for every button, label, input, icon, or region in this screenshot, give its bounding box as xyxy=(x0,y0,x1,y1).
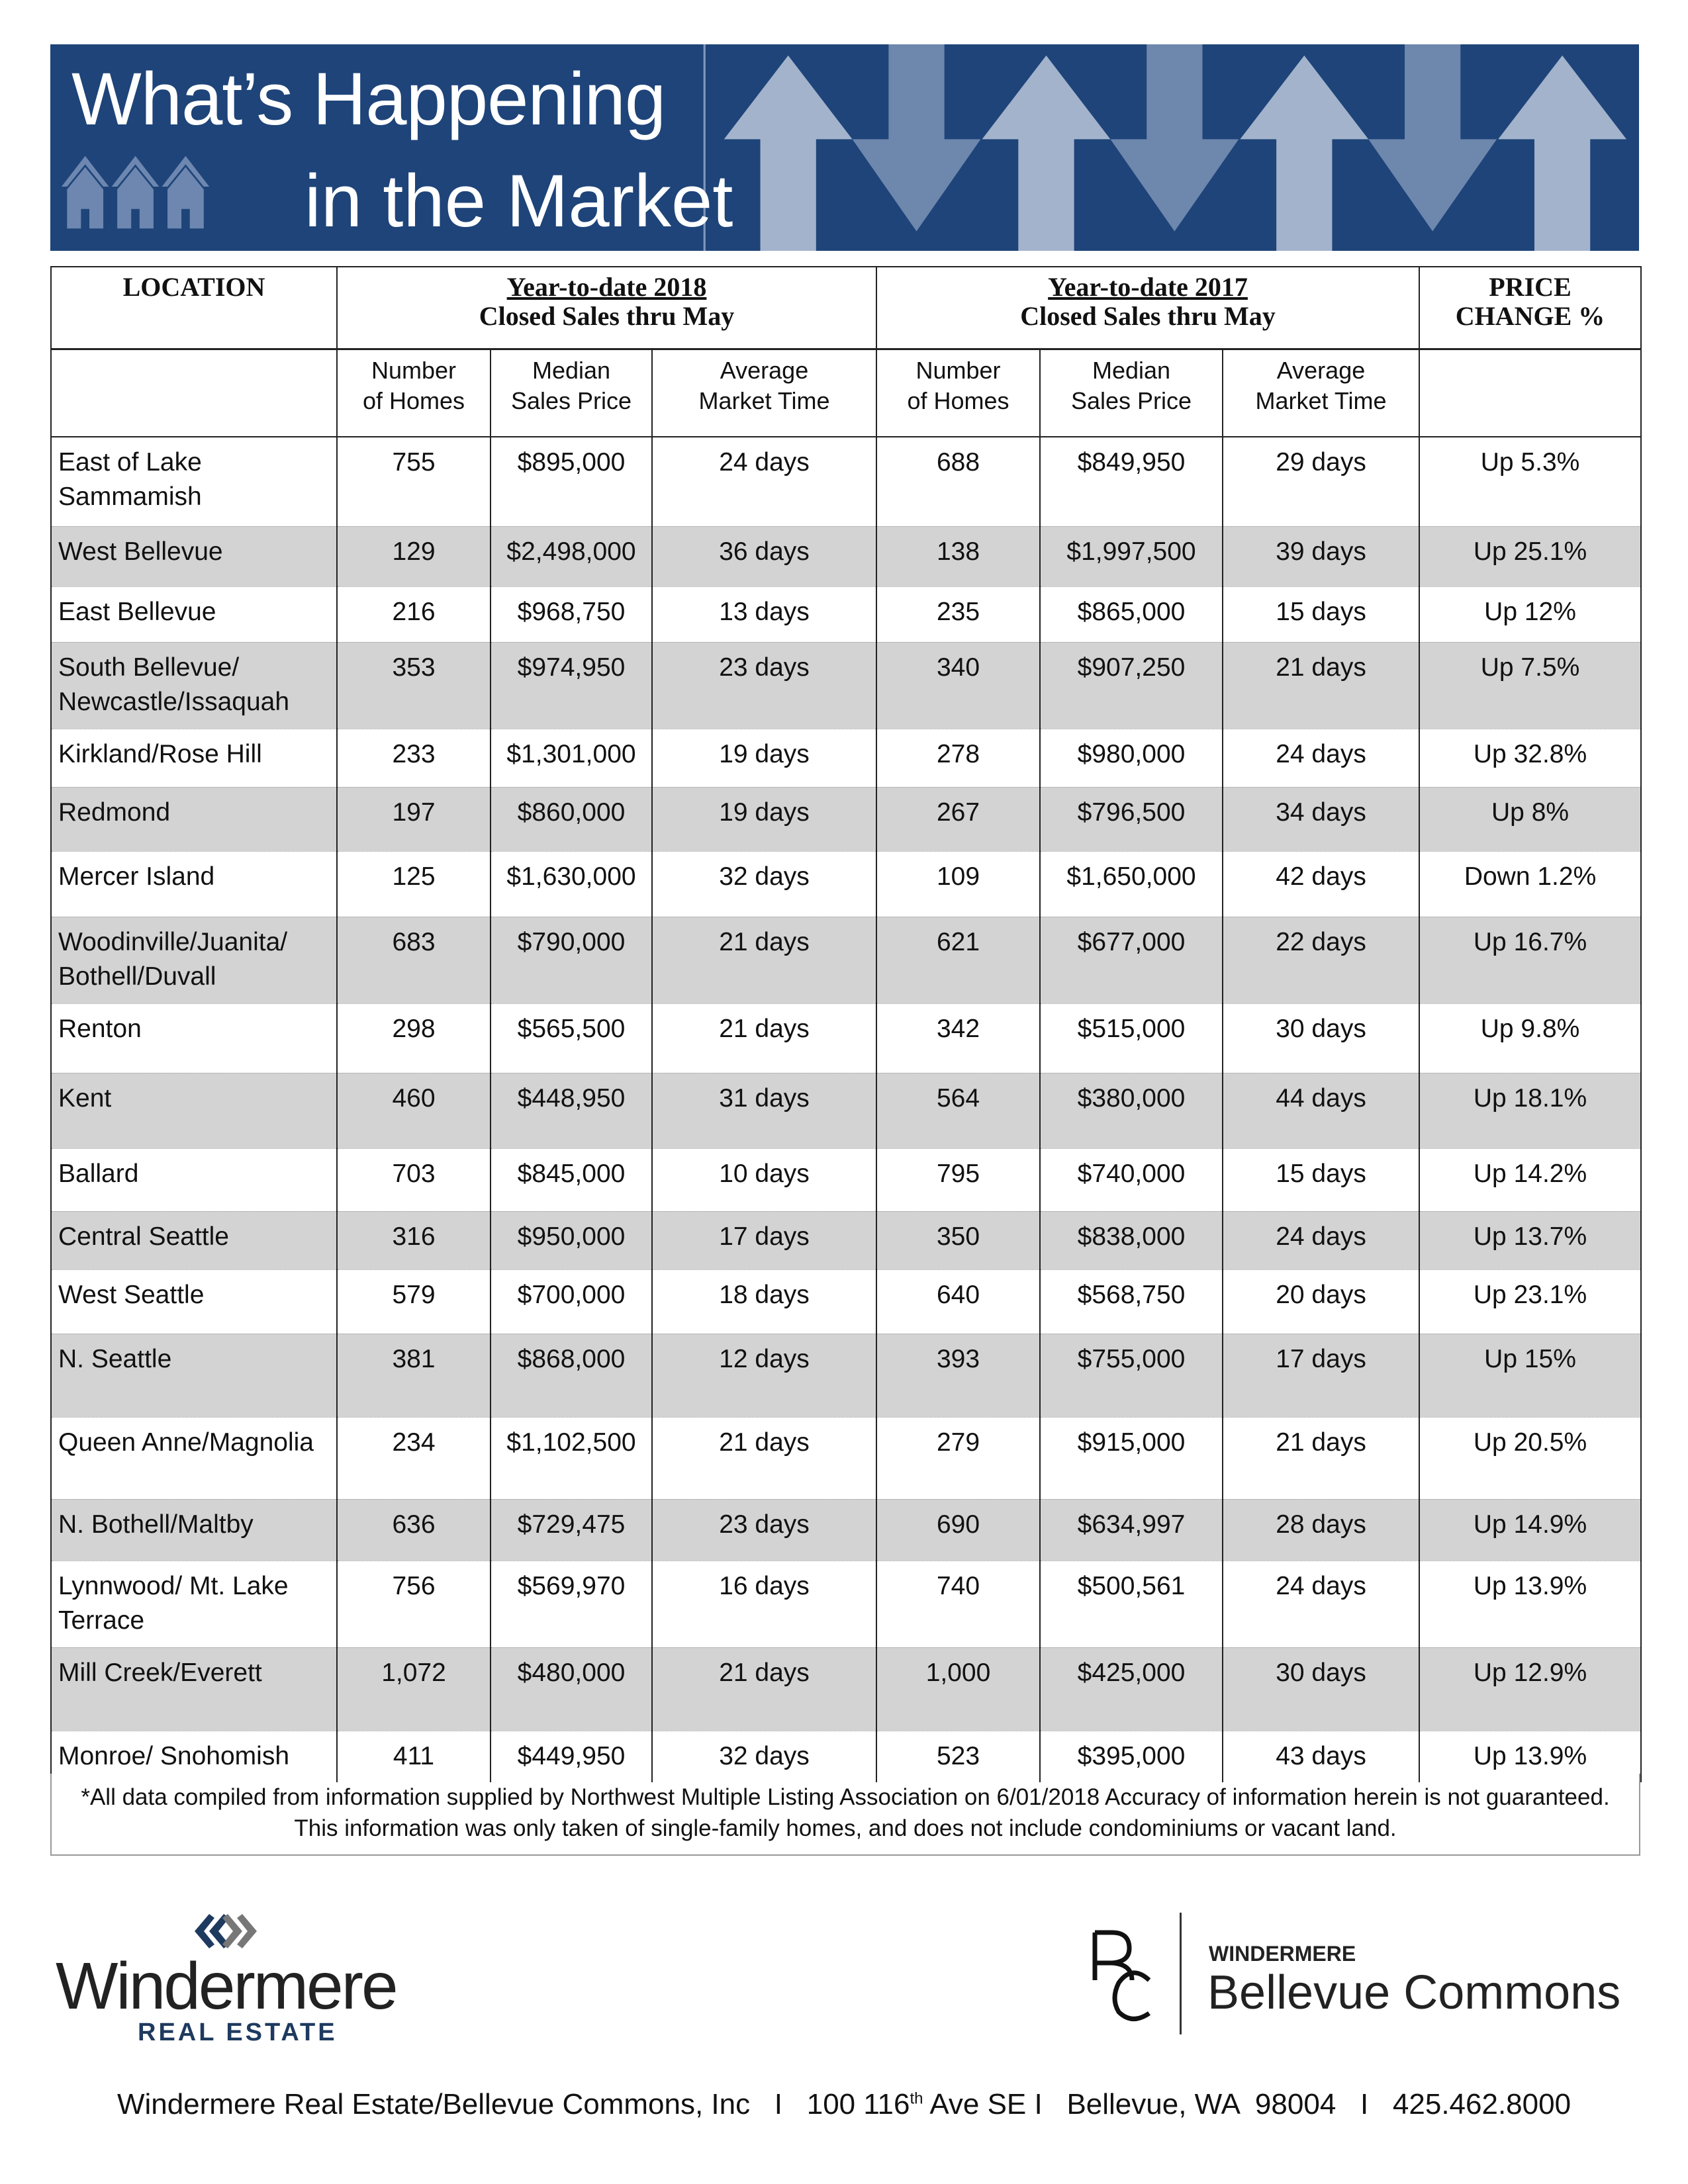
footnote-line-1: *All data compiled from information supplied by Northwest Multiple Listing Association on 6/01/2018 Accuracy of information herein is not guaranteed. xyxy=(81,1784,1610,1810)
value-cell: 30 days xyxy=(1223,1647,1419,1731)
value-cell: 688 xyxy=(876,437,1040,526)
value-cell: Up 14.2% xyxy=(1419,1148,1641,1211)
value-cell: Up 18.1% xyxy=(1419,1073,1641,1148)
value-cell: 129 xyxy=(337,526,491,586)
value-cell: $480,000 xyxy=(491,1647,652,1731)
value-cell: 703 xyxy=(337,1148,491,1211)
value-cell: 36 days xyxy=(652,526,876,586)
value-cell: Up 13.9% xyxy=(1419,1561,1641,1647)
banner-title: What’s Happening xyxy=(71,58,666,140)
windermere-diamond-icon xyxy=(189,1911,262,1951)
value-cell: $634,997 xyxy=(1040,1499,1223,1561)
table-row xyxy=(51,642,1641,729)
value-cell: 267 xyxy=(876,787,1040,851)
location-cell: East Bellevue xyxy=(51,586,337,642)
value-cell: Up 8% xyxy=(1419,787,1641,851)
value-cell: 21 days xyxy=(652,1647,876,1731)
value-cell: 32 days xyxy=(652,851,876,917)
value-cell: 20 days xyxy=(1223,1269,1419,1334)
value-cell: 15 days xyxy=(1223,1148,1419,1211)
table-row xyxy=(51,1334,1641,1417)
value-cell: 579 xyxy=(337,1269,491,1334)
table-row xyxy=(51,1003,1641,1073)
value-cell: Up 7.5% xyxy=(1419,642,1641,729)
up-arrow-icon xyxy=(1498,56,1626,251)
table-row xyxy=(51,851,1641,917)
value-cell: Down 1.2% xyxy=(1419,851,1641,917)
value-cell: $568,750 xyxy=(1040,1269,1223,1334)
value-cell: 17 days xyxy=(1223,1334,1419,1417)
ytd2017-header: Year-to-date 2017 Closed Sales thru May xyxy=(876,267,1419,349)
value-cell: 21 days xyxy=(1223,642,1419,729)
value-cell: $569,970 xyxy=(491,1561,652,1647)
value-cell: $915,000 xyxy=(1040,1417,1223,1499)
value-cell: 24 days xyxy=(1223,1211,1419,1269)
value-cell: 411 xyxy=(337,1731,491,1782)
value-cell: 1,000 xyxy=(876,1647,1040,1731)
value-cell: Up 16.7% xyxy=(1419,917,1641,1003)
value-cell: 17 days xyxy=(652,1211,876,1269)
value-cell: 29 days xyxy=(1223,437,1419,526)
value-cell: Up 20.5% xyxy=(1419,1417,1641,1499)
value-cell: 460 xyxy=(337,1073,491,1148)
value-cell: $2,498,000 xyxy=(491,526,652,586)
value-cell: 23 days xyxy=(652,1499,876,1561)
value-cell: $449,950 xyxy=(491,1731,652,1782)
subheader-cell: Median Sales Price xyxy=(491,349,652,437)
location-cell: West Bellevue xyxy=(51,526,337,586)
table-row xyxy=(51,1647,1641,1731)
value-cell: 636 xyxy=(337,1499,491,1561)
value-cell: $980,000 xyxy=(1040,729,1223,787)
value-cell: $968,750 xyxy=(491,586,652,642)
value-cell: 316 xyxy=(337,1211,491,1269)
location-cell: Kirkland/Rose Hill xyxy=(51,729,337,787)
value-cell: Up 12.9% xyxy=(1419,1647,1641,1731)
value-cell: 44 days xyxy=(1223,1073,1419,1148)
value-cell: 12 days xyxy=(652,1334,876,1417)
value-cell: Up 13.9% xyxy=(1419,1731,1641,1782)
location-cell: Queen Anne/Magnolia xyxy=(51,1417,337,1499)
value-cell: $796,500 xyxy=(1040,787,1223,851)
value-cell: 690 xyxy=(876,1499,1040,1561)
value-cell: 21 days xyxy=(652,917,876,1003)
value-cell: Up 32.8% xyxy=(1419,729,1641,787)
value-cell: 342 xyxy=(876,1003,1040,1073)
value-cell: $1,102,500 xyxy=(491,1417,652,1499)
location-cell: Redmond xyxy=(51,787,337,851)
table-row xyxy=(51,1148,1641,1211)
value-cell: 24 days xyxy=(1223,1561,1419,1647)
location-cell: N. Bothell/Maltby xyxy=(51,1499,337,1561)
subheader-empty xyxy=(1419,349,1641,437)
down-arrow-icon xyxy=(1368,44,1497,231)
up-arrow-icon xyxy=(724,56,853,251)
location-cell: Renton xyxy=(51,1003,337,1073)
table-row xyxy=(51,1073,1641,1148)
value-cell: 523 xyxy=(876,1731,1040,1782)
value-cell: 216 xyxy=(337,586,491,642)
table-row xyxy=(51,1417,1641,1499)
table-row xyxy=(51,586,1641,642)
up-arrow-icon xyxy=(1240,56,1368,251)
location-cell: Lynnwood/ Mt. Lake Terrace xyxy=(51,1561,337,1647)
value-cell: 234 xyxy=(337,1417,491,1499)
logo-divider xyxy=(1180,1913,1182,2034)
subheader-cell: Average Market Time xyxy=(652,349,876,437)
value-cell: 381 xyxy=(337,1334,491,1417)
subheader-cell: Median Sales Price xyxy=(1040,349,1223,437)
windermere-logo: Windermere REAL ESTATE xyxy=(56,1906,413,2038)
value-cell: 197 xyxy=(337,787,491,851)
down-arrow-icon xyxy=(853,44,981,231)
location-cell: East of Lake Sammamish xyxy=(51,437,337,526)
value-cell: Up 9.8% xyxy=(1419,1003,1641,1073)
value-cell: Up 5.3% xyxy=(1419,437,1641,526)
value-cell: 279 xyxy=(876,1417,1040,1499)
table-row xyxy=(51,1269,1641,1334)
value-cell: 19 days xyxy=(652,729,876,787)
subheader-cell: Number of Homes xyxy=(337,349,491,437)
value-cell: 31 days xyxy=(652,1073,876,1148)
value-cell: $380,000 xyxy=(1040,1073,1223,1148)
value-cell: $860,000 xyxy=(491,787,652,851)
value-cell: $1,630,000 xyxy=(491,851,652,917)
value-cell: 138 xyxy=(876,526,1040,586)
value-cell: 19 days xyxy=(652,787,876,851)
value-cell: 621 xyxy=(876,917,1040,1003)
value-cell: 340 xyxy=(876,642,1040,729)
location-cell: South Bellevue/ Newcastle/Issaquah xyxy=(51,642,337,729)
value-cell: 235 xyxy=(876,586,1040,642)
subheader-cell: Number of Homes xyxy=(876,349,1040,437)
value-cell: $740,000 xyxy=(1040,1148,1223,1211)
value-cell: 353 xyxy=(337,642,491,729)
value-cell: 683 xyxy=(337,917,491,1003)
value-cell: $729,475 xyxy=(491,1499,652,1561)
value-cell: 28 days xyxy=(1223,1499,1419,1561)
value-cell: Up 25.1% xyxy=(1419,526,1641,586)
location-cell: Mill Creek/Everett xyxy=(51,1647,337,1731)
table-row xyxy=(51,437,1641,526)
value-cell: 755 xyxy=(337,437,491,526)
table-row xyxy=(51,1499,1641,1561)
location-cell: Woodinville/Juanita/ Bothell/Duvall xyxy=(51,917,337,1003)
table-row xyxy=(51,729,1641,787)
table-row xyxy=(51,917,1641,1003)
location-cell: Monroe/ Snohomish xyxy=(51,1731,337,1782)
value-cell: 42 days xyxy=(1223,851,1419,917)
value-cell: 564 xyxy=(876,1073,1040,1148)
value-cell: $1,997,500 xyxy=(1040,526,1223,586)
value-cell: 21 days xyxy=(1223,1417,1419,1499)
value-cell: $1,650,000 xyxy=(1040,851,1223,917)
value-cell: $895,000 xyxy=(491,437,652,526)
value-cell: $448,950 xyxy=(491,1073,652,1148)
value-cell: 15 days xyxy=(1223,586,1419,642)
value-cell: $755,000 xyxy=(1040,1334,1223,1417)
down-arrow-icon xyxy=(1110,44,1239,231)
value-cell: Up 23.1% xyxy=(1419,1269,1641,1334)
value-cell: 16 days xyxy=(652,1561,876,1647)
value-cell: 24 days xyxy=(1223,729,1419,787)
value-cell: $950,000 xyxy=(491,1211,652,1269)
value-cell: 278 xyxy=(876,729,1040,787)
value-cell: Up 12% xyxy=(1419,586,1641,642)
table-row xyxy=(51,1211,1641,1269)
subheader-row xyxy=(51,349,1641,437)
value-cell: 1,072 xyxy=(337,1647,491,1731)
value-cell: $425,000 xyxy=(1040,1647,1223,1731)
footer-address: Windermere Real Estate/Bellevue Commons, Inc I 100 116th Ave SE I Bellevue, WA 98004 I 425.462.8000 xyxy=(117,2088,1571,2120)
value-cell: 233 xyxy=(337,729,491,787)
value-cell: $868,000 xyxy=(491,1334,652,1417)
value-cell: Up 14.9% xyxy=(1419,1499,1641,1561)
location-header: LOCATION xyxy=(51,267,337,349)
value-cell: 795 xyxy=(876,1148,1040,1211)
market-table xyxy=(50,266,1640,1782)
value-cell: $700,000 xyxy=(491,1269,652,1334)
banner-subtitle: in the Market xyxy=(305,159,733,242)
up-arrow-icon xyxy=(982,56,1111,251)
location-cell: N. Seattle xyxy=(51,1334,337,1417)
value-cell: Up 15% xyxy=(1419,1334,1641,1417)
value-cell: $515,000 xyxy=(1040,1003,1223,1073)
location-cell: Ballard xyxy=(51,1148,337,1211)
value-cell: $565,500 xyxy=(491,1003,652,1073)
value-cell: 21 days xyxy=(652,1003,876,1073)
value-cell: $907,250 xyxy=(1040,642,1223,729)
location-cell: West Seattle xyxy=(51,1269,337,1334)
value-cell: 34 days xyxy=(1223,787,1419,851)
value-cell: 18 days xyxy=(652,1269,876,1334)
value-cell: 740 xyxy=(876,1561,1040,1647)
value-cell: 22 days xyxy=(1223,917,1419,1003)
value-cell: 298 xyxy=(337,1003,491,1073)
value-cell: $1,301,000 xyxy=(491,729,652,787)
value-cell: $790,000 xyxy=(491,917,652,1003)
value-cell: 21 days xyxy=(652,1417,876,1499)
location-cell: Kent xyxy=(51,1073,337,1148)
subheader-empty xyxy=(51,349,337,437)
table-row xyxy=(51,787,1641,851)
value-cell: 756 xyxy=(337,1561,491,1647)
value-cell: $974,950 xyxy=(491,642,652,729)
value-cell: 10 days xyxy=(652,1148,876,1211)
bc-monogram-icon xyxy=(1086,1926,1158,2025)
price-change-header: PRICE CHANGE % xyxy=(1419,267,1641,349)
value-cell: 30 days xyxy=(1223,1003,1419,1073)
subheader-cell: Average Market Time xyxy=(1223,349,1419,437)
table-row xyxy=(51,526,1641,586)
value-cell: $395,000 xyxy=(1040,1731,1223,1782)
value-cell: 23 days xyxy=(652,642,876,729)
value-cell: 43 days xyxy=(1223,1731,1419,1782)
table-row xyxy=(51,1561,1641,1647)
location-cell: Central Seattle xyxy=(51,1211,337,1269)
value-cell: $845,000 xyxy=(491,1148,652,1211)
value-cell: $865,000 xyxy=(1040,586,1223,642)
value-cell: 39 days xyxy=(1223,526,1419,586)
value-cell: 32 days xyxy=(652,1731,876,1782)
header-row xyxy=(51,267,1641,349)
header-banner xyxy=(50,44,1639,251)
value-cell: Up 13.7% xyxy=(1419,1211,1641,1269)
value-cell: 393 xyxy=(876,1334,1040,1417)
footnote-line-2: This information was only taken of single-family homes, and does not include condominiums or vacant land. xyxy=(294,1815,1397,1841)
footnote xyxy=(50,1774,1640,1856)
location-cell: Mercer Island xyxy=(51,851,337,917)
value-cell: $500,561 xyxy=(1040,1561,1223,1647)
value-cell: 125 xyxy=(337,851,491,917)
ytd2018-header: Year-to-date 2018 Closed Sales thru May xyxy=(337,267,876,349)
value-cell: 350 xyxy=(876,1211,1040,1269)
value-cell: $677,000 xyxy=(1040,917,1223,1003)
value-cell: 640 xyxy=(876,1269,1040,1334)
houses-icon xyxy=(62,156,209,229)
value-cell: 109 xyxy=(876,851,1040,917)
bellevue-commons-logo: WINDERMERE Bellevue Commons xyxy=(1086,1913,1642,2038)
value-cell: $838,000 xyxy=(1040,1211,1223,1269)
value-cell: 13 days xyxy=(652,586,876,642)
value-cell: $849,950 xyxy=(1040,437,1223,526)
value-cell: 24 days xyxy=(652,437,876,526)
